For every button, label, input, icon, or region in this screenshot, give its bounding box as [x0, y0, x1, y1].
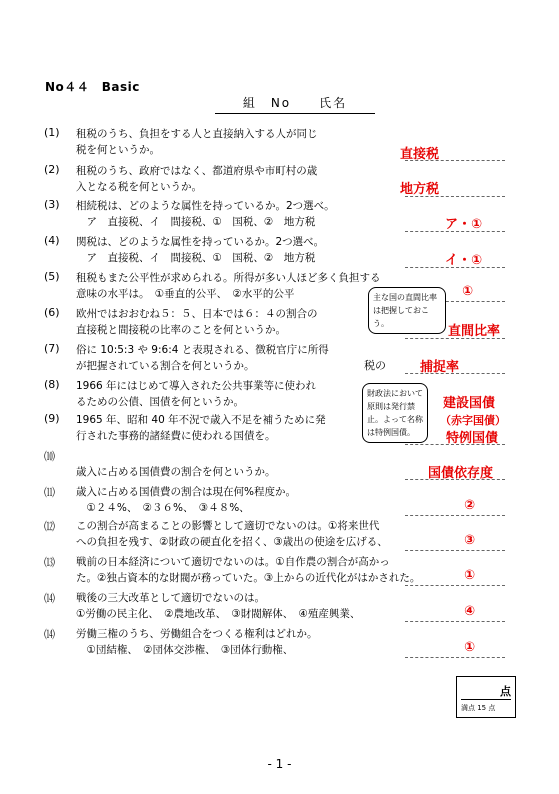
- answer: ア・①: [445, 217, 483, 232]
- answer-line: [405, 657, 505, 658]
- answer-line: [405, 444, 505, 445]
- question-text: 関税は、どのような属性を持っているか。2つ選べ。 ア 直接税、イ 間接税、① 国税、② 地方税: [76, 236, 325, 264]
- question-number: (2): [44, 163, 60, 176]
- question-number: (9): [44, 412, 60, 425]
- question-number: ⒁: [44, 592, 55, 605]
- answer: 直接税: [400, 147, 440, 162]
- answer: ④: [464, 604, 476, 619]
- question-number: (8): [44, 378, 60, 391]
- answer-line: [405, 267, 505, 268]
- answer: ②: [464, 498, 476, 513]
- answer-line: [405, 479, 505, 480]
- page-number: - 1 -: [267, 757, 292, 771]
- score-divider: [461, 699, 511, 700]
- score-unit: 点: [500, 685, 511, 698]
- answer: ①: [462, 284, 474, 299]
- question-text: 労働三権のうち、労働組合をつくる権利はどれか。 ①団結権、 ②団体交渉権、 ③団体行動権、: [76, 628, 318, 656]
- question-text: 租税のうち、負担をする人と直接納入する人が同じ 税を何というか。: [76, 128, 318, 156]
- question-text: 俗に 10:5:3 や 9:6:4 と表現される、徴税官庁に所得 が把握されている割合を何というか。: [76, 344, 329, 372]
- answer: 地方税: [400, 182, 440, 197]
- question-text: 歳入に占める国債費の割合を何というか。: [76, 466, 276, 478]
- answer: ③: [464, 533, 476, 548]
- question-number: ⑿: [44, 520, 55, 533]
- answer-line: [405, 196, 505, 197]
- answer: ①: [464, 568, 476, 583]
- answer-line: [405, 621, 505, 622]
- question-text: 1965 年、昭和 40 年不況で歳入不足を補うために発 行された事務的諸経費に使われる国債を。: [76, 414, 326, 442]
- question-number: (5): [44, 270, 60, 283]
- answer: 国債依存度: [428, 466, 494, 481]
- question-number: (1): [44, 126, 60, 139]
- question-text: 歳入に占める国債費の割合は現在何%程度か。 ①２４%、 ②３６%、 ③４８%、: [76, 486, 296, 514]
- answer-line: [405, 550, 505, 551]
- answer: 捕捉率: [420, 360, 460, 375]
- question-text: 1966 年にはじめて導入された公共事業等に使われ るための公債、国債を何というか。: [76, 380, 317, 408]
- question-number: (3): [44, 198, 60, 211]
- question-number: ⑽: [44, 450, 55, 463]
- tip-note: 主な国の直間比率は把握しておこう。: [368, 287, 446, 334]
- score-box: [456, 676, 516, 718]
- question-number: ⒀: [44, 556, 55, 569]
- question-number: ⑾: [44, 486, 55, 499]
- question-number: ⒁: [44, 628, 55, 641]
- tip-note: 財政法において原則は発行禁止。よって名称は特例国債。: [362, 383, 428, 443]
- answer-line: [405, 231, 505, 232]
- answer-prefix: 税の: [364, 359, 386, 372]
- answer-line: [405, 373, 505, 374]
- full-score: 満点 15 点: [461, 704, 496, 712]
- answer: 建設国債: [443, 396, 496, 411]
- question-text: 戦前の日本経済について適切でないのは。①自作農の割合が高かっ た。②独占資本的な財閥が務っていた。③上からの近代化がはかされた。: [76, 556, 421, 584]
- answer-line: [405, 585, 505, 586]
- answer-line: [405, 338, 505, 339]
- question-number: (6): [44, 306, 60, 319]
- worksheet-number: No４４ Basic: [45, 80, 140, 94]
- question-text: 欧州ではおおむね５：５、日本では６：４の割合の 直接税と間接税の比率のことを何というか。: [76, 308, 318, 336]
- answer-line: [405, 515, 505, 516]
- question-text: 戦後の三大改革として適切でないのは。 ①労働の民主化、 ②農地改革、 ③財閥解体、 ④殖産興業、: [76, 592, 361, 620]
- question-text: 租税のうち、政府ではなく、都道府県や市町村の歳 入となる税を何というか。: [76, 165, 318, 193]
- question-number: (4): [44, 234, 60, 247]
- question-text: 相続税は、どのような属性を持っているか。2つ選べ。 ア 直接税、イ 間接税、① 国税、② 地方税: [76, 200, 335, 228]
- answer: イ・①: [445, 253, 483, 268]
- question-text: 租税もまた公平性が求められる。所得が多い人ほど多く負担する 意味の水平は。 ①垂直的公平、 ②水平的公平: [76, 272, 381, 300]
- answer-sub: （赤字国債）: [440, 414, 506, 427]
- answer: 直間比率: [448, 324, 501, 339]
- answer: 特例国債: [446, 431, 499, 446]
- answer: ①: [464, 640, 476, 655]
- name-line: 組 No 氏名: [215, 94, 375, 114]
- question-text: この割合が高まることの影響として適切でないのは。①将来世代 への負担を残す、②財政の硬直化を招く、③歳出の使途を広げる、: [76, 520, 388, 548]
- question-number: (7): [44, 342, 60, 355]
- answer-line: [405, 160, 505, 161]
